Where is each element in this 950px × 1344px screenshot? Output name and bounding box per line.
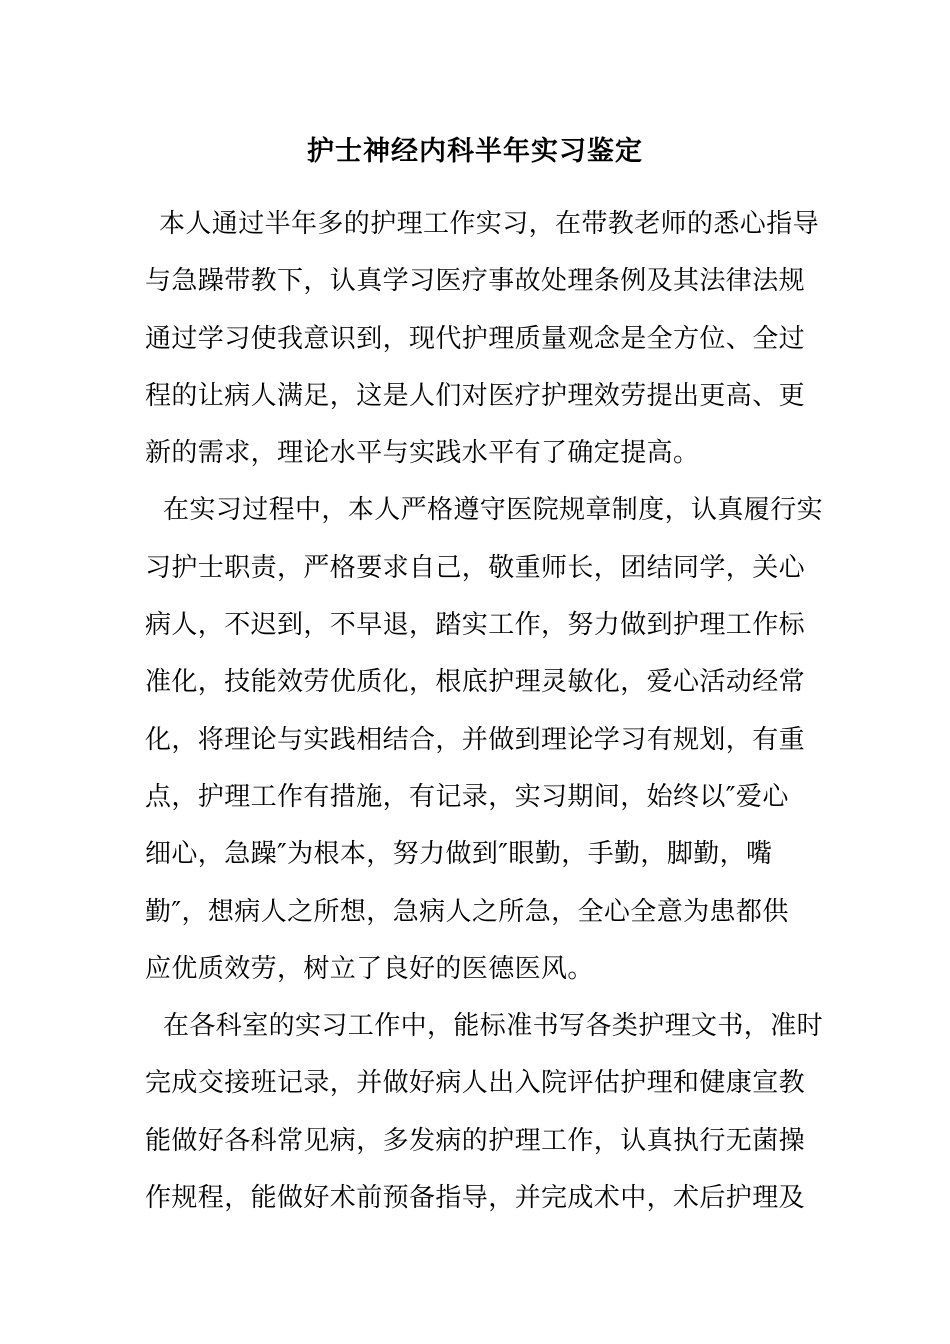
document-body [145,196,824,1227]
paragraph-1-line-1: 本人通过半年多的护理工作实习，在带教老师的悉心指导 [159,209,820,239]
paragraph-2-line-4: 准化，技能效劳优质化，根底护理灵敏化，爱心活动经常 [145,667,806,698]
paragraph-3-line-2: 完成交接班记录，并做好病人出入院评估护理和健康宣教 [145,1068,806,1099]
paragraph-3-line-1: 在各科室的实习工作中，能标准书写各类护理文书，准时 [163,1011,824,1042]
paragraph-2-line-2: 习护士职责，严格要求自己，敬重师长，团结同学，关心 [145,552,806,583]
paragraph-2-line-6: 点，护理工作有措施，有记录，实习期间，始终以″爱心 [145,781,789,812]
paragraph-2-line-5: 化，将理论与实践相结合，并做到理论学习有规划，有重 [145,724,806,755]
paragraph-1-line-5: 新的需求，理论水平与实践水平有了确定提高。 [145,438,700,469]
paragraph-1-line-4: 程的让病人满足，这是人们对医疗护理效劳提出更高、更 [145,380,806,411]
paragraph-2-line-7: 细心，急躁″为根本，努力做到″眼勤，手勤，脚勤，嘴 [145,839,773,870]
paragraph-1-line-3: 通过学习使我意识到，现代护理质量观念是全方位、全过 [145,323,806,354]
paragraph-2-line-9: 应优质效劳，树立了良好的医德医风。 [145,953,594,984]
paragraph-2-line-3: 病人，不迟到，不早退，踏实工作，努力做到护理工作标 [145,610,806,641]
paragraph-2-line-8: 勤″，想病人之所想，急病人之所急，全心全意为患都供 [145,896,789,927]
paragraph-1-line-2: 与急躁带教下，认真学习医疗事故处理条例及其法律法规 [145,266,806,297]
paragraph-3-line-4: 作规程，能做好术前预备指导，并完成术中，术后护理及 [145,1183,806,1214]
document-title: 护士神经内科半年实习鉴定 [307,136,643,167]
paragraph-2-line-1: 在实习过程中，本人严格遵守医院规章制度，认真履行实 [163,495,824,526]
paragraph-3-line-3: 能做好各科常见病，多发病的护理工作，认真执行无菌操 [145,1125,806,1156]
